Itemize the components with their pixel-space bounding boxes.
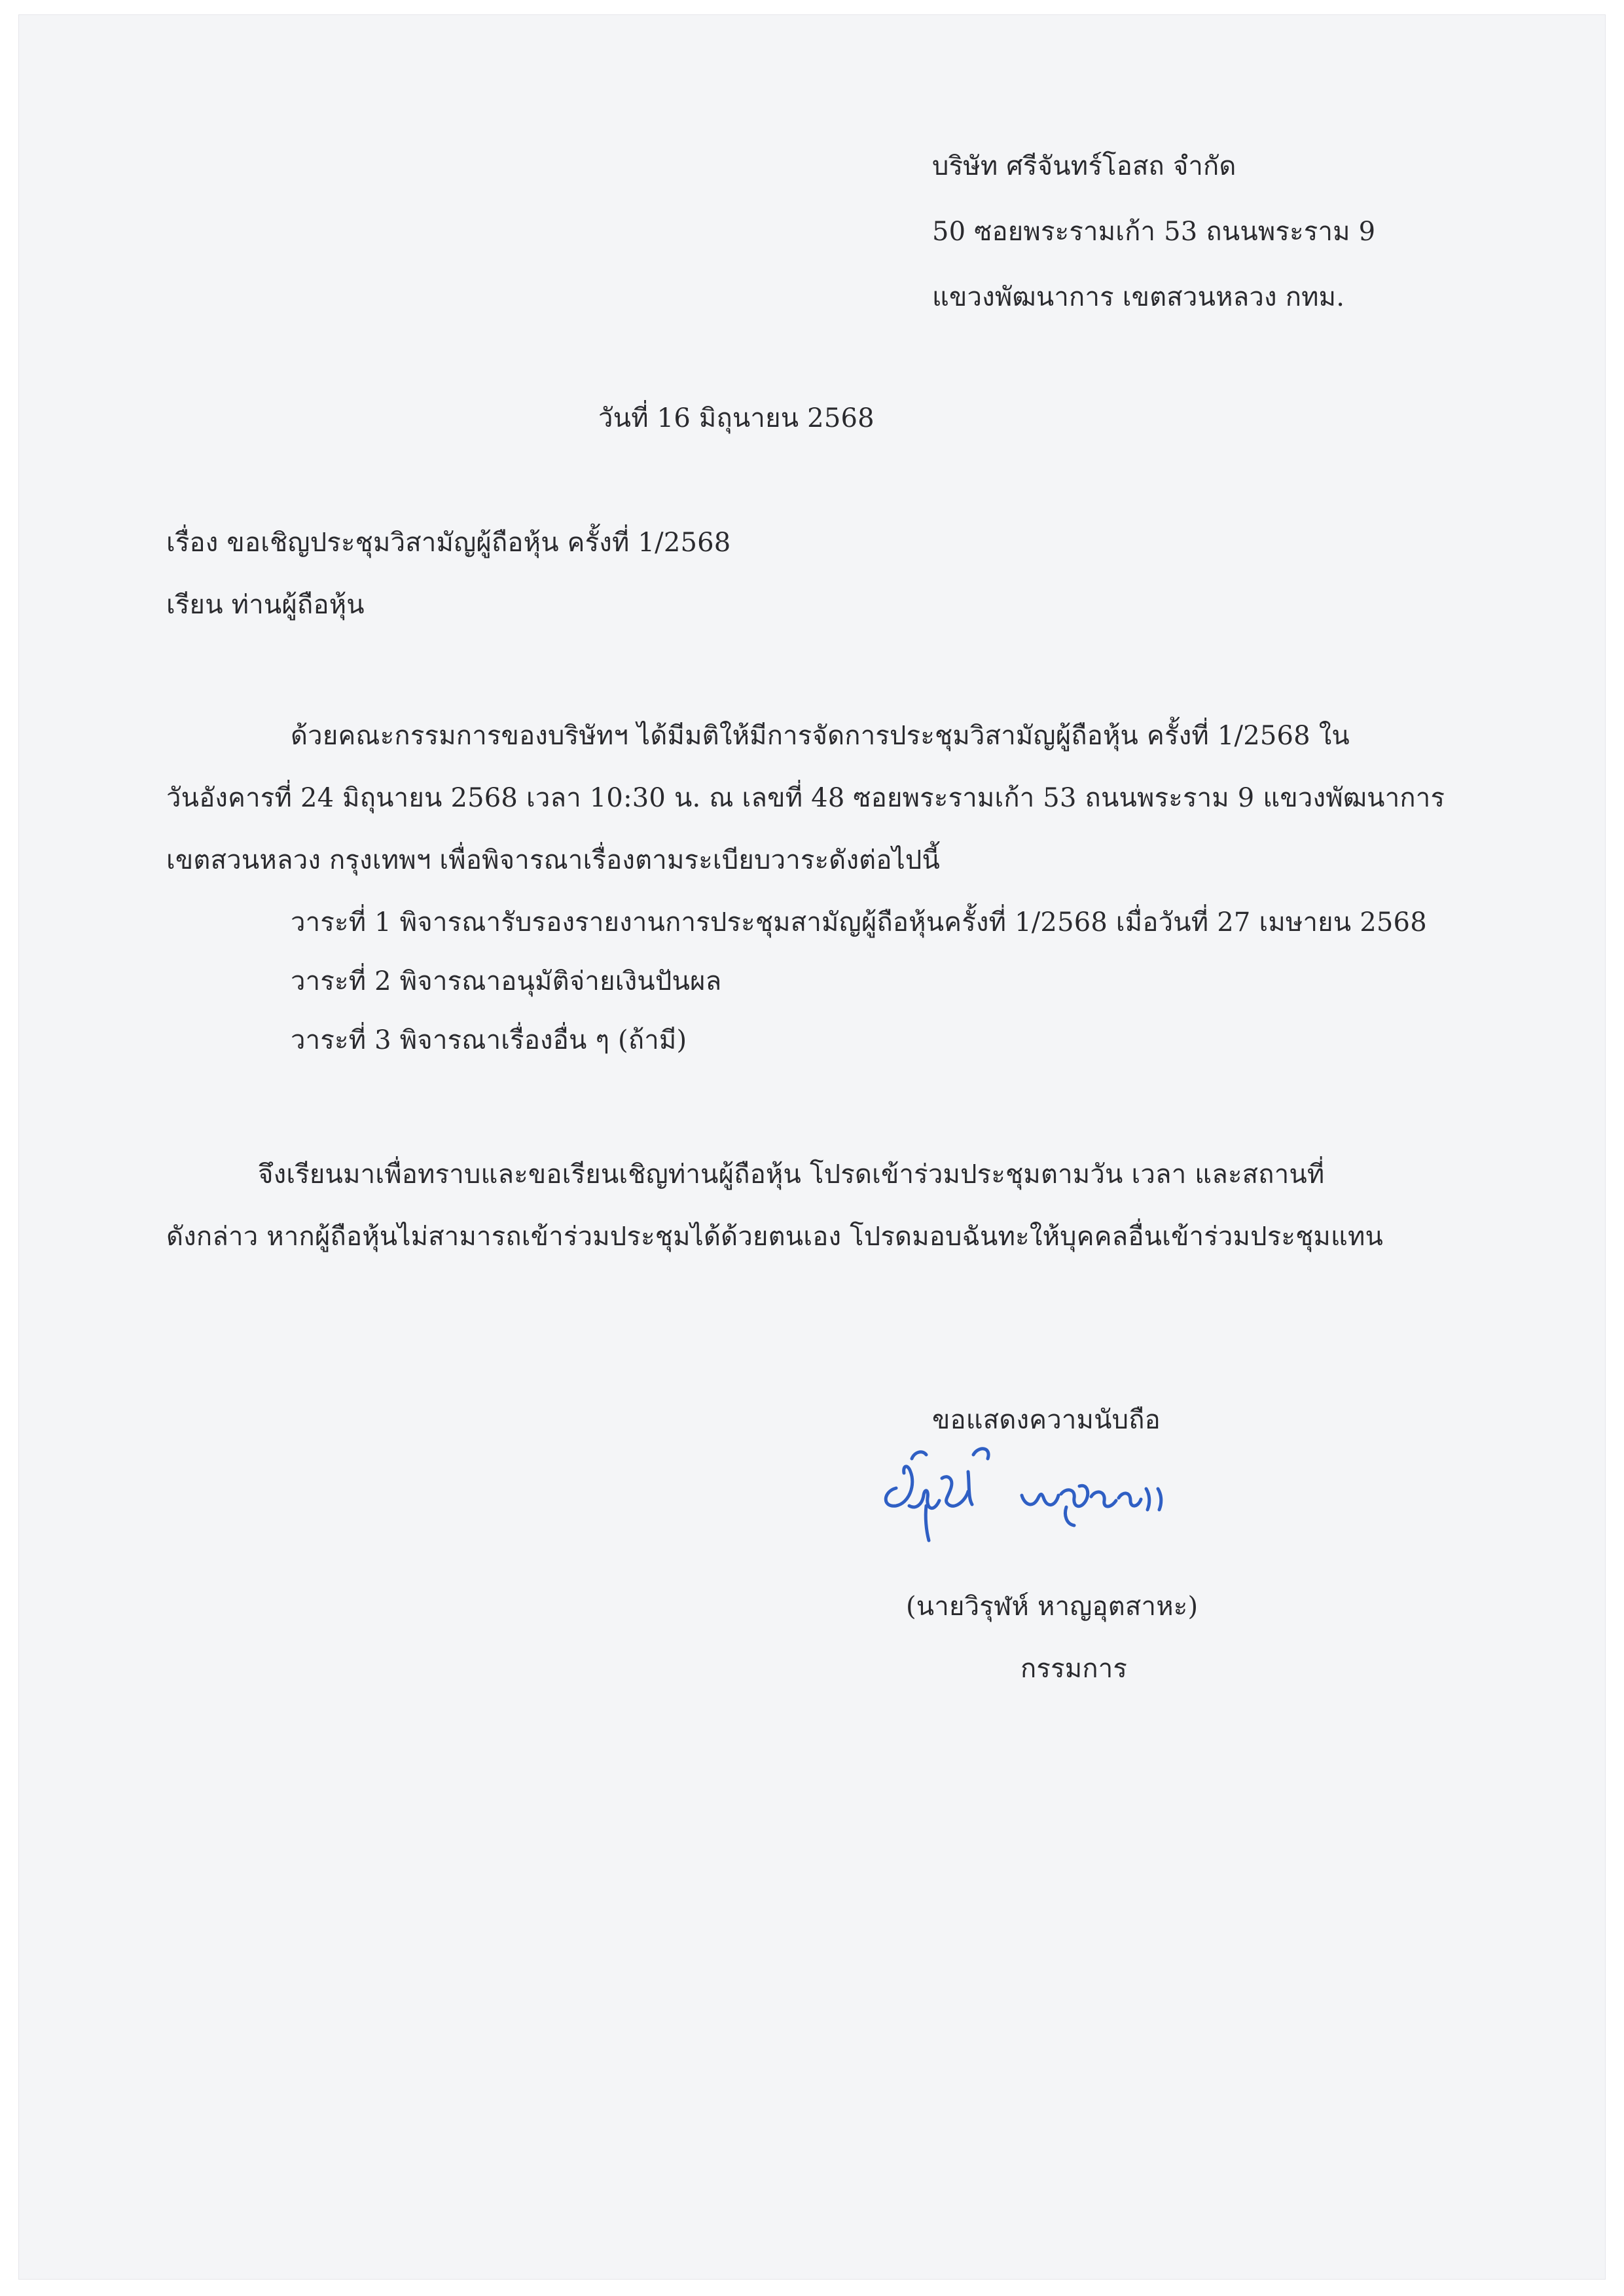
sender-address-line-2: แขวงพัฒนาการ เขตสวนหลวง กทม. (932, 282, 1345, 312)
letter-subject: เรื่อง ขอเชิญประชุมวิสามัญผู้ถือหุ้น ครั้งที่ 1/2568 (166, 528, 731, 558)
handwritten-signature (870, 1432, 1289, 1550)
closing-regards: ขอแสดงความนับถือ (932, 1405, 1161, 1435)
signatory-title: กรรมการ (1020, 1654, 1128, 1684)
agenda-item-1: วาระที่ 1 พิจารณารับรองรายงานการประชุมสามัญผู้ถือหุ้นครั้งที่ 1/2568 เมื่อวันที่ 27 เมษายน 2568 (291, 907, 1427, 938)
body-paragraph-2-line-1: จึงเรียนมาเพื่อทราบและขอเรียนเชิญท่านผู้ถือหุ้น โปรดเข้าร่วมประชุมตามวัน เวลา และสถานที่ (258, 1159, 1325, 1190)
letter-salutation: เรียน ท่านผู้ถือหุ้น (166, 590, 365, 620)
signatory-name: (นายวิรุฬห์ หาญอุตสาหะ) (906, 1592, 1199, 1622)
agenda-item-2: วาระที่ 2 พิจารณาอนุมัติจ่ายเงินปันผล (291, 966, 722, 996)
signature-image (870, 1432, 1289, 1550)
body-paragraph-1-line-1: ด้วยคณะกรรมการของบริษัทฯ ได้มีมติให้มีการจัดการประชุมวิสามัญผู้ถือหุ้น ครั้งที่ 1/2568 ใน (291, 721, 1350, 751)
body-paragraph-1-line-3: เขตสวนหลวง กรุงเทพฯ เพื่อพิจารณาเรื่องตามระเบียบวาระดังต่อไปนี้ (166, 845, 941, 875)
sender-address-line-1: 50 ซอยพระรามเก้า 53 ถนนพระราม 9 (932, 217, 1376, 247)
body-paragraph-1-line-2: วันอังคารที่ 24 มิถุนายน 2568 เวลา 10:30 น. ณ เลขที่ 48 ซอยพระรามเก้า 53 ถนนพระราม 9 แขวงพัฒนาการ (166, 783, 1445, 813)
body-paragraph-2-line-2: ดังกล่าว หากผู้ถือหุ้นไม่สามารถเข้าร่วมประชุมได้ด้วยตนเอง โปรดมอบฉันทะให้บุคคลอื่นเข้าร่วมประชุมแทน (166, 1222, 1384, 1252)
sender-company: บริษัท ศรีจันทร์โอสถ จำกัด (932, 151, 1236, 181)
letter-page (18, 14, 1606, 2280)
agenda-item-3: วาระที่ 3 พิจารณาเรื่องอื่น ๆ (ถ้ามี) (291, 1025, 687, 1055)
letter-date: วันที่ 16 มิถุนายน 2568 (598, 403, 875, 433)
